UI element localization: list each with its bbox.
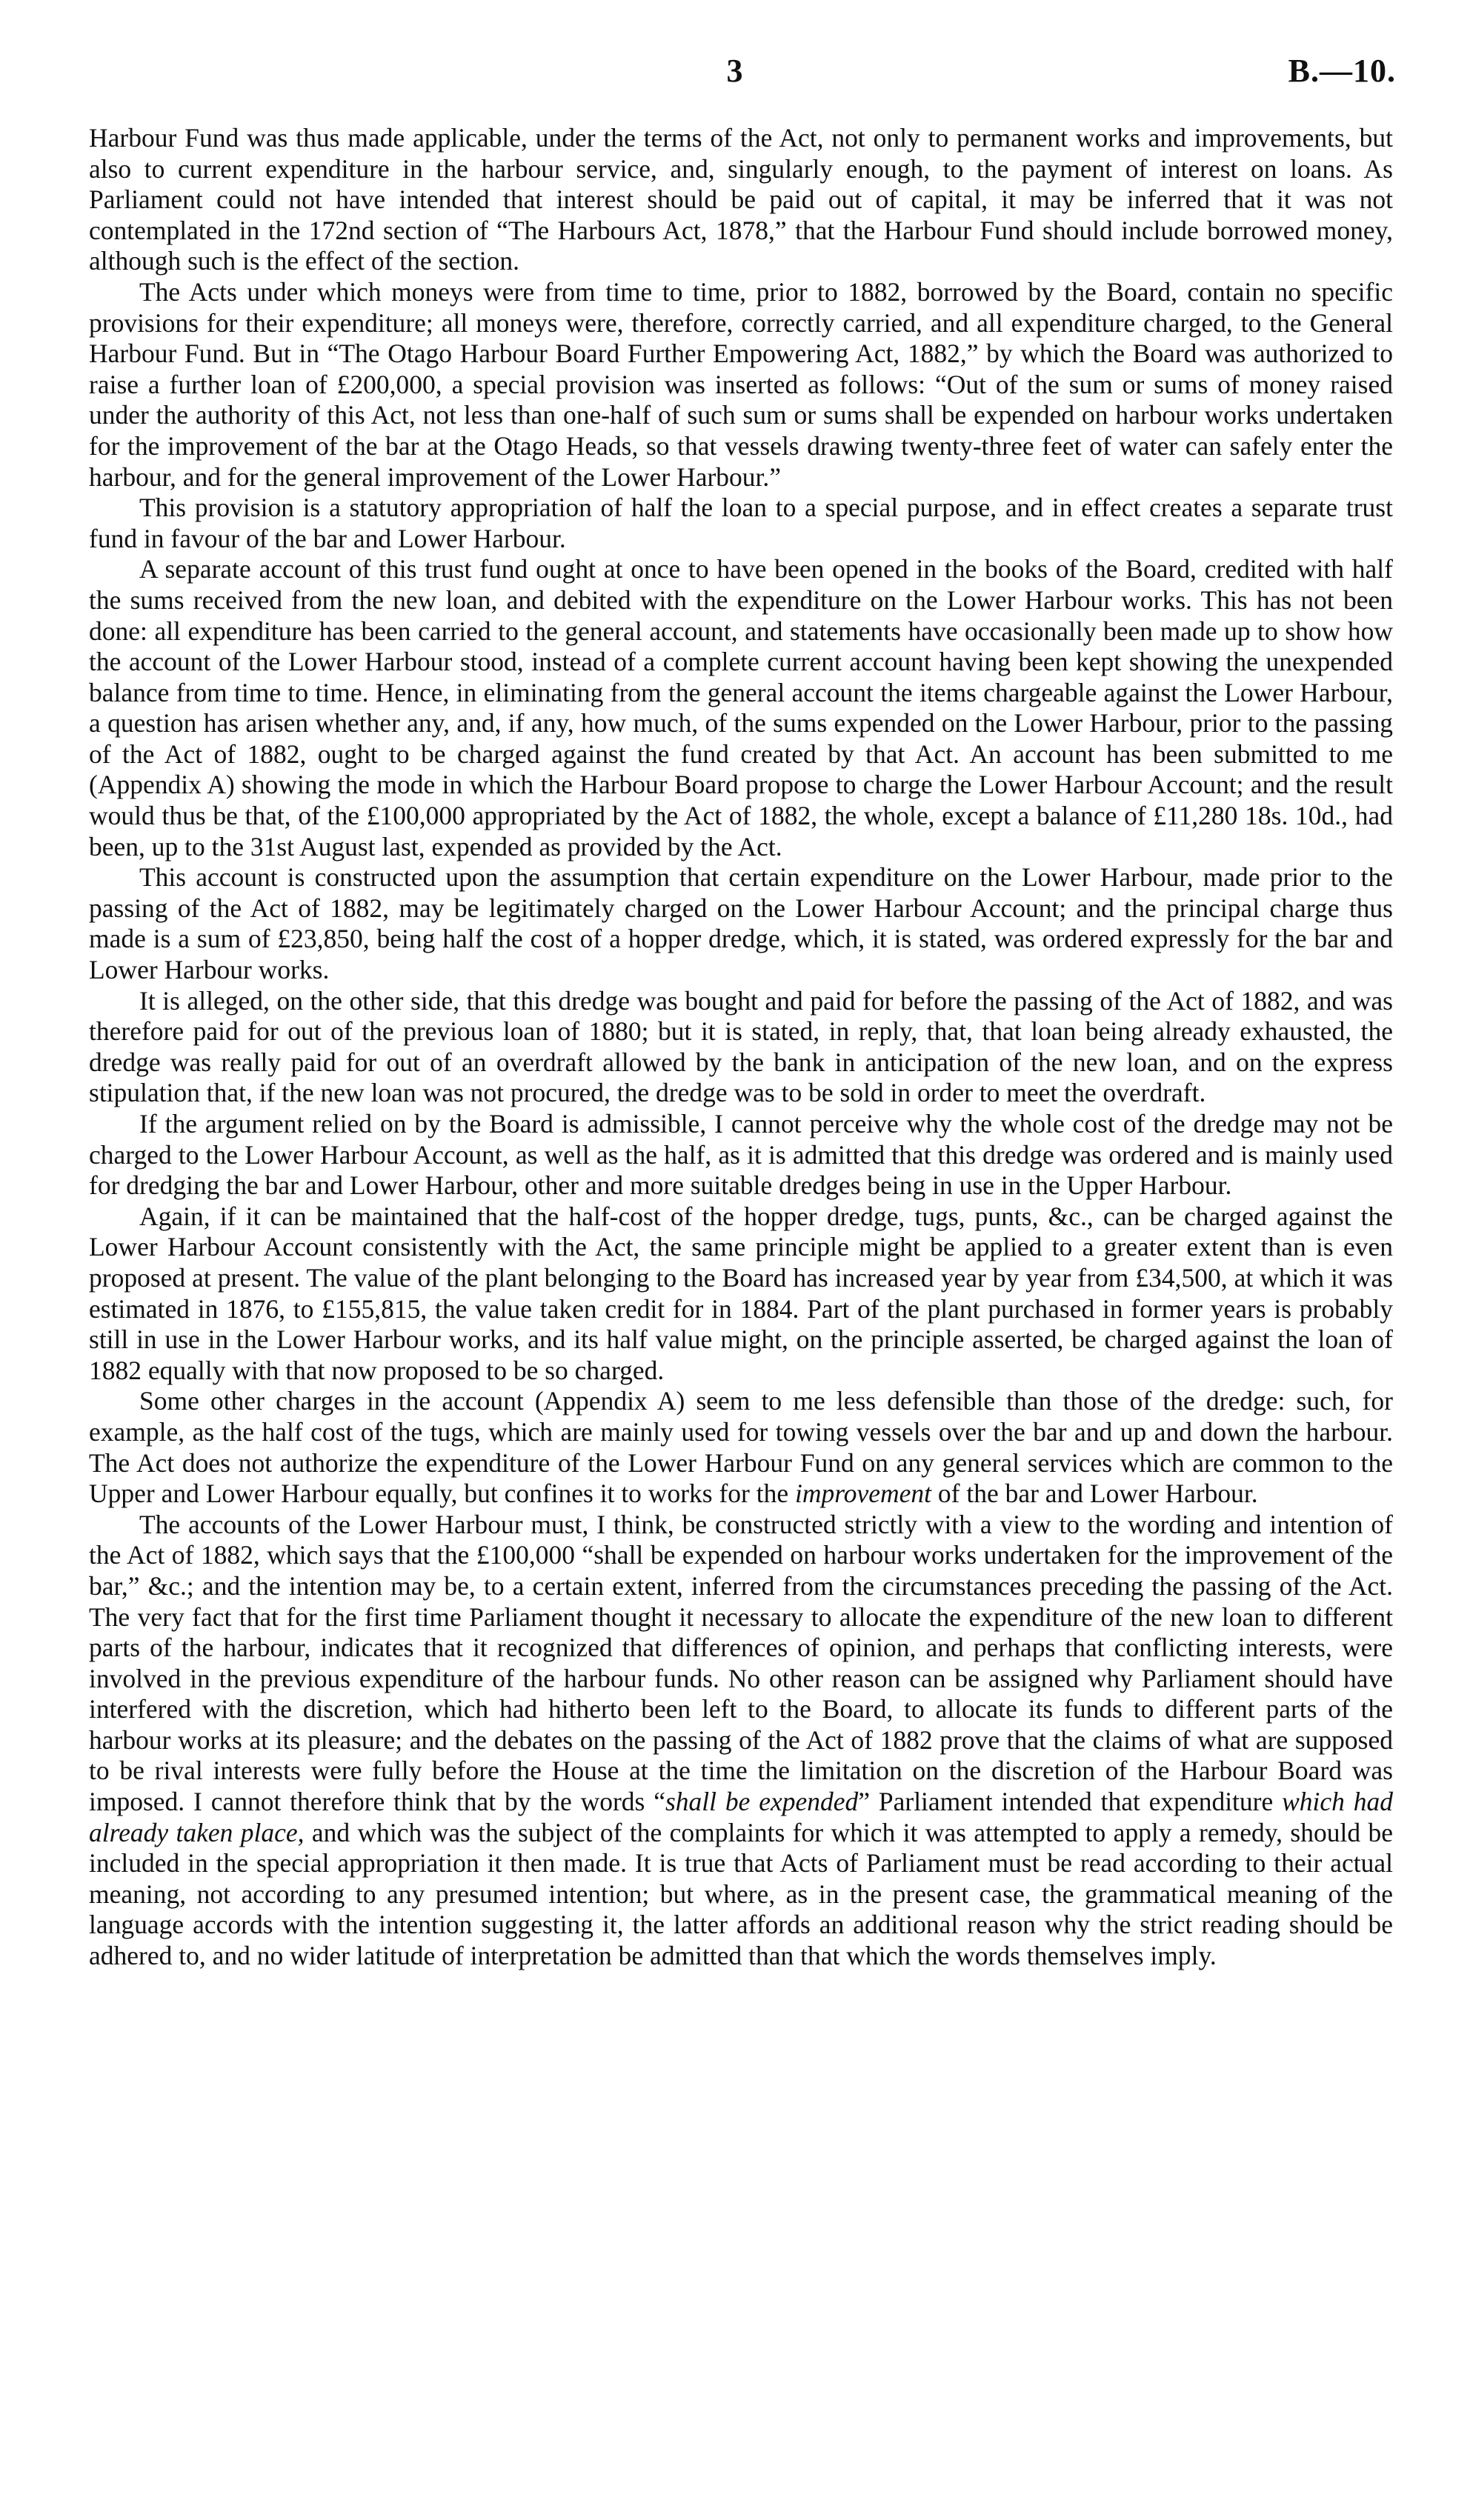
text-run: Some other charges in the account (Appendix A) seem to me less defensible than those of the dredge: such, for example, as the half cost of the tugs, which are mainly used for towing vessels over the bar and up and down the harbour. The Act does not authorize the expenditure of the Lower Harbour Fund on any general services which are common to the Upper and Lower Harbour equally, but confines it to works for the xyxy=(89,1386,1393,1509)
document-reference: B.—10. xyxy=(1288,53,1396,89)
paragraph-alleged-other-side: It is alleged, on the other side, that this dredge was bought and paid for before the passing of the Act of 1882, and was therefore paid for out of the previous loan of 1880; but it is stated, in reply, that, that loan being already exhausted, the dredge was really paid for out of an overdraft allowed by the bank in anticipation of the new loan, and on the express stipulation that, if the new loan was not procured, the dredge was to be sold in order to meet the overdraft. xyxy=(89,985,1393,1108)
text-run: The accounts of the Lower Harbour must, I think, be constructed strictly with a view to the wording and intention of the Act of 1882, which says that the £100,000 “shall be expended on harbour works undertaken for the improvement of the bar,” &c.; and the intention may be, to a certain extent, inferred from the circumstances preceding the passing of the Act. The very fact that for the first time Parliament thought it necessary to allocate the expenditure of the new loan to different parts of the harbour, indicates that it recognized that differences of opinion, and perhaps that conflicting interests, were involved in the previous expenditure of the harbour funds. No other reason can be assigned why Parliament should have interfered with the discretion, which had hitherto been left to the Board, to allocate its funds to different parts of the harbour works at its pleasure; and the debates on the passing of the Act of 1882 prove that the claims of what are supposed to be rival interests were fully before the House at the time the limitation on the discretion of the Harbour Board was imposed. I cannot therefore think that by the words “ xyxy=(89,1509,1393,1817)
paragraph-other-charges xyxy=(89,1386,1393,1509)
body-text xyxy=(89,123,1393,1972)
paragraph-account-constructed: This account is constructed upon the assumption that certain expenditure on the Lower Harbour, made prior to the passing of the Act of 1882, may be legitimately charged on the Lower Harbour Account; and the principal charge thus made is a sum of £23,850, being half the cost of a hopper dredge, which, it is stated, was ordered expressly for the bar and Lower Harbour works. xyxy=(89,862,1393,985)
emphasis-improvement: improvement xyxy=(794,1479,932,1509)
emphasis-already-taken-place: which had already taken place, xyxy=(89,1787,1394,1847)
paragraph-separate-account: A separate account of this trust fund ought at once to have been opened in the books of the Board, credited with half the sums received from the new loan, and debited with the expenditure on the Lower Harbour works. This has not been done: all expenditure has been carried to the general account, and statements have occasionally been made up to show how the account of the Lower Harbour stood, instead of a complete current account having been kept showing the unexpended balance from time to time. Hence, in eliminating from the general account the items chargeable against the Lower Harbour, a question has arisen whether any, and, if any, how much, of the sums expended on the Lower Harbour, prior to the passing of the Act of 1882, ought to be charged against the fund created by that Act. An account has been submitted to me (Appendix A) showing the mode in which the Harbour Board propose to charge the Lower Harbour Account; and the result would thus be that, of the £100,000 appropriated by the Act of 1882, the whole, except a balance of £11,280 18s. 10d., had been, up to the 31st August last, expended as provided by the Act. xyxy=(89,554,1393,861)
paragraph-acts-under-which: The Acts under which moneys were from time to time, prior to 1882, borrowed by the Board, contain no specific provisions for their expenditure; all moneys were, therefore, correctly carried, and all expenditure charged, to the General Harbour Fund. But in “The Otago Harbour Board Further Empowering Act, 1882,” by which the Board was authorized to raise a further loan of £200,000, a special provision was inserted as follows: “Out of the sum or sums of money raised under the authority of this Act, not less than one-half of such sum or sums shall be expended on harbour works undertaken for the improvement of the bar at the Otago Heads, so that vessels drawing twenty-three feet of water can safely enter the harbour, and for the general improvement of the Lower Harbour.” xyxy=(89,276,1393,492)
paragraph-harbour-fund: Harbour Fund was thus made applicable, under the terms of the Act, not only to permanent works and improvements, but also to current expenditure in the harbour service, and, singularly enough, to the payment of interest on loans. As Parliament could not have intended that interest should be paid out of capital, it may be inferred that it was not contemplated in the 172nd section of “The Harbours Act, 1878,” that the Harbour Fund should include borrowed money, although such is the effect of the section. xyxy=(89,123,1393,276)
paragraph-half-cost-plant: Again, if it can be maintained that the half-cost of the hopper dredge, tugs, punts, &c., can be charged against the Lower Harbour Account consistently with the Act, the same principle might be applied to a greater extent than is even proposed at present. The value of the plant belonging to the Board has increased year by year from £34,500, at which it was estimated in 1876, to £155,815, the value taken credit for in 1884. Part of the plant purchased in former years is probably still in use in the Lower Harbour works, and its half value might, on the principle asserted, be charged against the loan of 1882 equally with that now proposed to be so charged. xyxy=(89,1201,1393,1385)
paragraph-argument-admissible: If the argument relied on by the Board is admissible, I cannot perceive why the whole cost of the dredge may not be charged to the Lower Harbour Account, as well as the half, as it is admitted that this dredge was ordered and is mainly used for dredging the bar and Lower Harbour, other and more suitable dredges being in use in the Upper Harbour. xyxy=(89,1109,1393,1201)
emphasis-shall-be-expended: shall be expended xyxy=(665,1787,859,1817)
page-number: 3 xyxy=(726,53,744,89)
text-run: ” Parliament intended that expenditure xyxy=(858,1787,1283,1817)
text-run: and which was the subject of the complaints for which it was attempted to apply a remedy, should be included in the special appropriation it then made. It is true that Acts of Parliament must be read according to their actual meaning, not according to any presumed intention; but where, as in the present case, the grammatical meaning of the language accords with the intention suggesting it, the latter affords an additional reason why the strict reading should be adhered to, and no wider latitude of interpretation be admitted than that which the words themselves imply. xyxy=(89,1817,1393,1971)
paragraph-statutory-appropriation: This provision is a statutory appropriation of half the loan to a special purpose, and in effect creates a separate trust fund in favour of the bar and Lower Harbour. xyxy=(89,493,1393,553)
text-run: of the bar and Lower Harbour. xyxy=(931,1479,1258,1509)
paragraph-accounts-lower-harbour xyxy=(89,1510,1393,1972)
